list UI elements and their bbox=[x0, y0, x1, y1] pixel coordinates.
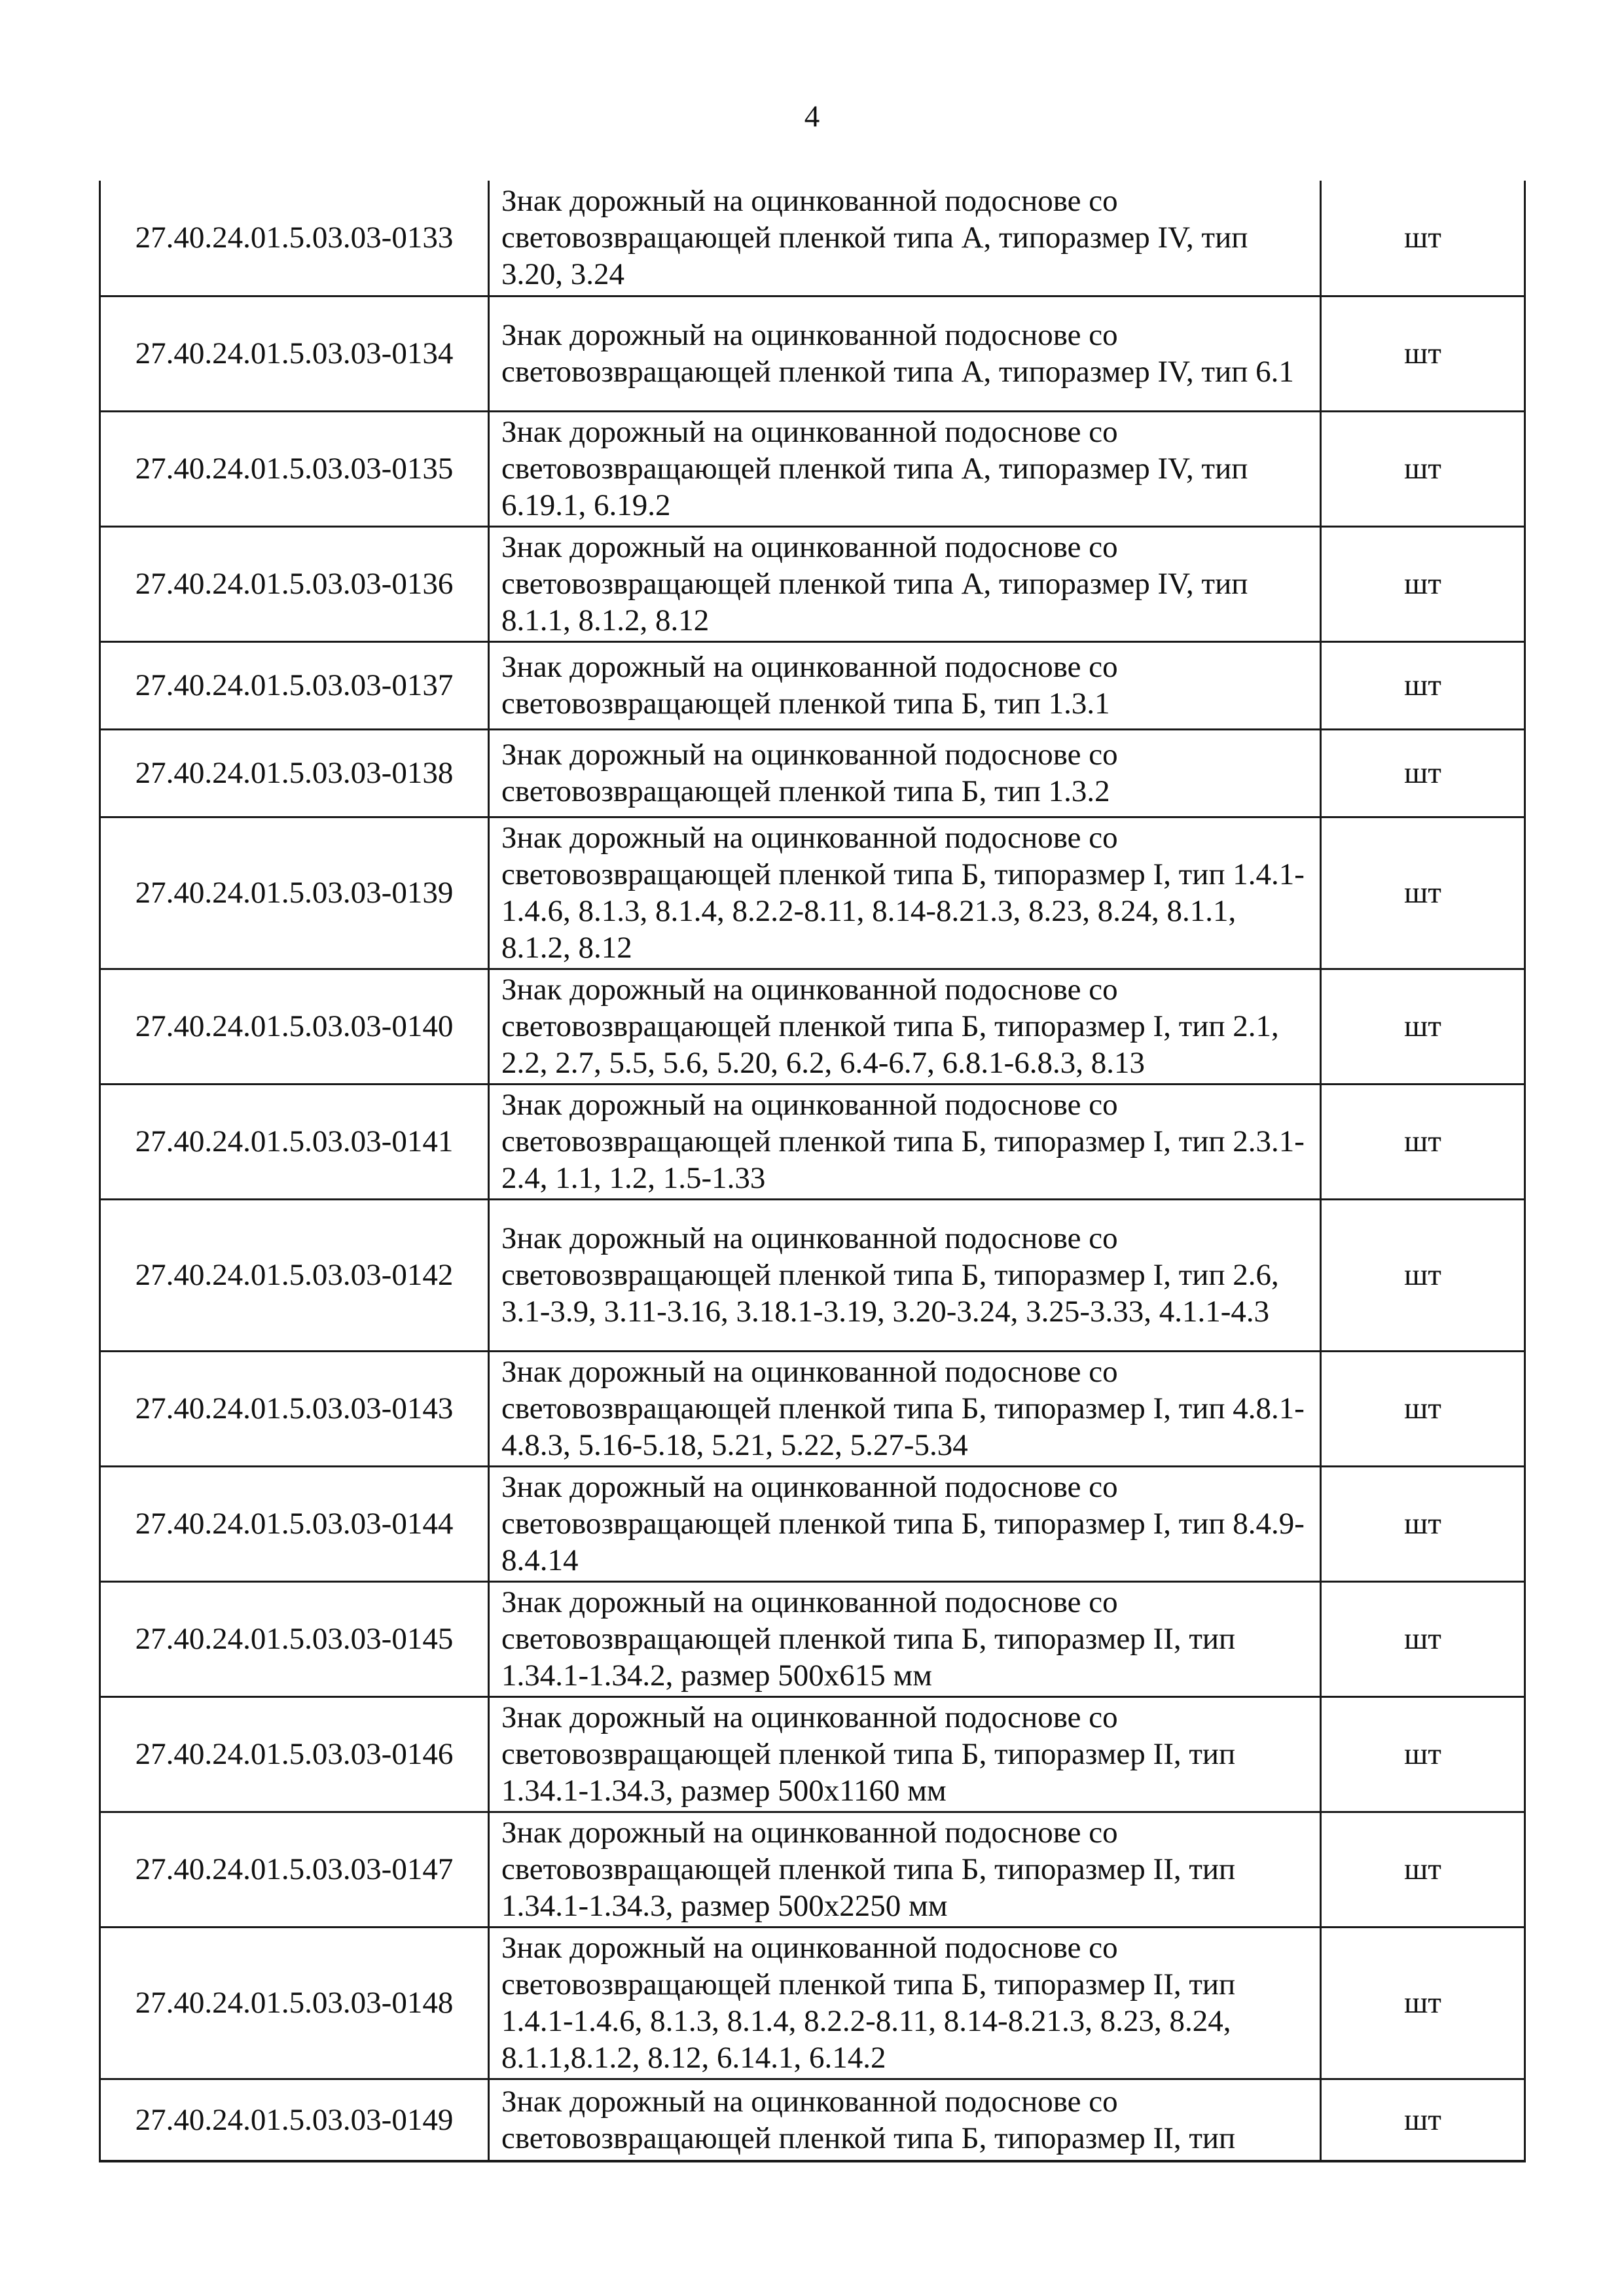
description-cell: Знак дорожный на оцинкованной подоснове со световозвращающей пленкой типа Б, типоразмер II, тип 1.4.1-1.4.6, 8.1.3, 8.1.4, 8.2.2-8.11, 8.14-8.21.3, 8.23, 8.24, 8.1.1,8.1.2, 8.12, 6.14.1, 6.14.2 bbox=[489, 1927, 1321, 2079]
description-cell: Знак дорожный на оцинкованной подоснове со световозвращающей пленкой типа Б, тип 1.3.2 bbox=[489, 729, 1321, 817]
code-cell: 27.40.24.01.5.03.03-0146 bbox=[100, 1696, 489, 1812]
code-cell: 27.40.24.01.5.03.03-0137 bbox=[100, 641, 489, 729]
description-cell: Знак дорожный на оцинкованной подоснове со световозвращающей пленкой типа Б, типоразмер I, тип 1.4.1-1.4.6, 8.1.3, 8.1.4, 8.2.2-8.11, 8.14-8.21.3, 8.23, 8.24, 8.1.1, 8.1.2, 8.12 bbox=[489, 817, 1321, 969]
description-cell: Знак дорожный на оцинкованной подоснове со световозвращающей пленкой типа Б, типоразмер I, тип 2.6, 3.1-3.9, 3.11-3.16, 3.18.1-3.19, 3.20-3.24, 3.25-3.33, 4.1.1-4.3 bbox=[489, 1199, 1321, 1351]
table-row bbox=[100, 729, 1525, 817]
description-cell: Знак дорожный на оцинкованной подоснове со световозвращающей пленкой типа Б, тип 1.3.1 bbox=[489, 641, 1321, 729]
code-cell: 27.40.24.01.5.03.03-0142 bbox=[100, 1199, 489, 1351]
unit-cell: шт bbox=[1321, 641, 1525, 729]
table-row bbox=[100, 1351, 1525, 1466]
table-row bbox=[100, 296, 1525, 411]
code-cell: 27.40.24.01.5.03.03-0139 bbox=[100, 817, 489, 969]
table-row bbox=[100, 1199, 1525, 1351]
table-row bbox=[100, 526, 1525, 641]
unit-cell: шт bbox=[1321, 1696, 1525, 1812]
unit-cell: шт bbox=[1321, 969, 1525, 1084]
description-cell: Знак дорожный на оцинкованной подоснове со световозвращающей пленкой типа Б, типоразмер II, тип 1.34.1-1.34.2, размер 500х615 мм bbox=[489, 1581, 1321, 1696]
table-body bbox=[100, 181, 1525, 2161]
unit-cell: шт bbox=[1321, 1199, 1525, 1351]
table-row bbox=[100, 1466, 1525, 1581]
unit-cell: шт bbox=[1321, 526, 1525, 641]
table-row bbox=[100, 969, 1525, 1084]
code-cell: 27.40.24.01.5.03.03-0136 bbox=[100, 526, 489, 641]
code-cell: 27.40.24.01.5.03.03-0141 bbox=[100, 1084, 489, 1199]
unit-cell: шт bbox=[1321, 1084, 1525, 1199]
code-cell: 27.40.24.01.5.03.03-0145 bbox=[100, 1581, 489, 1696]
code-cell: 27.40.24.01.5.03.03-0134 bbox=[100, 296, 489, 411]
description-cell: Знак дорожный на оцинкованной подоснове со световозвращающей пленкой типа А, типоразмер IV, тип 8.1.1, 8.1.2, 8.12 bbox=[489, 526, 1321, 641]
unit-cell: шт bbox=[1321, 2079, 1525, 2161]
unit-cell: шт bbox=[1321, 729, 1525, 817]
description-cell: Знак дорожный на оцинкованной подоснове со световозвращающей пленкой типа Б, типоразмер II, тип 1.34.1-1.34.3, размер 500х1160 мм bbox=[489, 1696, 1321, 1812]
code-cell: 27.40.24.01.5.03.03-0144 bbox=[100, 1466, 489, 1581]
code-cell: 27.40.24.01.5.03.03-0149 bbox=[100, 2079, 489, 2161]
table-row bbox=[100, 1812, 1525, 1927]
code-cell: 27.40.24.01.5.03.03-0147 bbox=[100, 1812, 489, 1927]
table-row bbox=[100, 181, 1525, 296]
table-row bbox=[100, 1084, 1525, 1199]
unit-cell: шт bbox=[1321, 1581, 1525, 1696]
resource-code-table bbox=[99, 181, 1526, 2162]
unit-cell: шт bbox=[1321, 1351, 1525, 1466]
table-row bbox=[100, 411, 1525, 526]
table-row bbox=[100, 1927, 1525, 2079]
table-row bbox=[100, 817, 1525, 969]
code-cell: 27.40.24.01.5.03.03-0140 bbox=[100, 969, 489, 1084]
code-cell: 27.40.24.01.5.03.03-0133 bbox=[100, 181, 489, 296]
code-cell: 27.40.24.01.5.03.03-0138 bbox=[100, 729, 489, 817]
code-cell: 27.40.24.01.5.03.03-0143 bbox=[100, 1351, 489, 1466]
unit-cell: шт bbox=[1321, 817, 1525, 969]
table-row bbox=[100, 641, 1525, 729]
description-cell: Знак дорожный на оцинкованной подоснове со световозвращающей пленкой типа Б, типоразмер I, тип 2.1, 2.2, 2.7, 5.5, 5.6, 5.20, 6.2, 6.4-6.7, 6.8.1-6.8.3, 8.13 bbox=[489, 969, 1321, 1084]
description-cell: Знак дорожный на оцинкованной подоснове со световозвращающей пленкой типа Б, типоразмер I, тип 4.8.1-4.8.3, 5.16-5.18, 5.21, 5.22, 5.27-5.34 bbox=[489, 1351, 1321, 1466]
description-cell: Знак дорожный на оцинкованной подоснове со световозвращающей пленкой типа А, типоразмер IV, тип 3.20, 3.24 bbox=[489, 181, 1321, 296]
code-cell: 27.40.24.01.5.03.03-0148 bbox=[100, 1927, 489, 2079]
description-cell: Знак дорожный на оцинкованной подоснове со световозвращающей пленкой типа Б, типоразмер I, тип 2.3.1-2.4, 1.1, 1.2, 1.5-1.33 bbox=[489, 1084, 1321, 1199]
unit-cell: шт bbox=[1321, 411, 1525, 526]
description-cell: Знак дорожный на оцинкованной подоснове со световозвращающей пленкой типа Б, типоразмер II, тип 1.34.1-1.34.3, размер 500х2250 мм bbox=[489, 1812, 1321, 1927]
table-row bbox=[100, 1581, 1525, 1696]
page-number: 4 bbox=[804, 99, 820, 134]
description-cell: Знак дорожный на оцинкованной подоснове со световозвращающей пленкой типа Б, типоразмер I, тип 8.4.9-8.4.14 bbox=[489, 1466, 1321, 1581]
description-cell: Знак дорожный на оцинкованной подоснове со световозвращающей пленкой типа А, типоразмер IV, тип 6.19.1, 6.19.2 bbox=[489, 411, 1321, 526]
table-row bbox=[100, 1696, 1525, 1812]
description-cell: Знак дорожный на оцинкованной подоснове со световозвращающей пленкой типа А, типоразмер IV, тип 6.1 bbox=[489, 296, 1321, 411]
code-cell: 27.40.24.01.5.03.03-0135 bbox=[100, 411, 489, 526]
unit-cell: шт bbox=[1321, 1812, 1525, 1927]
description-cell: Знак дорожный на оцинкованной подоснове со световозвращающей пленкой типа Б, типоразмер II, тип bbox=[489, 2079, 1321, 2161]
unit-cell: шт bbox=[1321, 1927, 1525, 2079]
unit-cell: шт bbox=[1321, 181, 1525, 296]
table-row bbox=[100, 2079, 1525, 2161]
unit-cell: шт bbox=[1321, 1466, 1525, 1581]
unit-cell: шт bbox=[1321, 296, 1525, 411]
